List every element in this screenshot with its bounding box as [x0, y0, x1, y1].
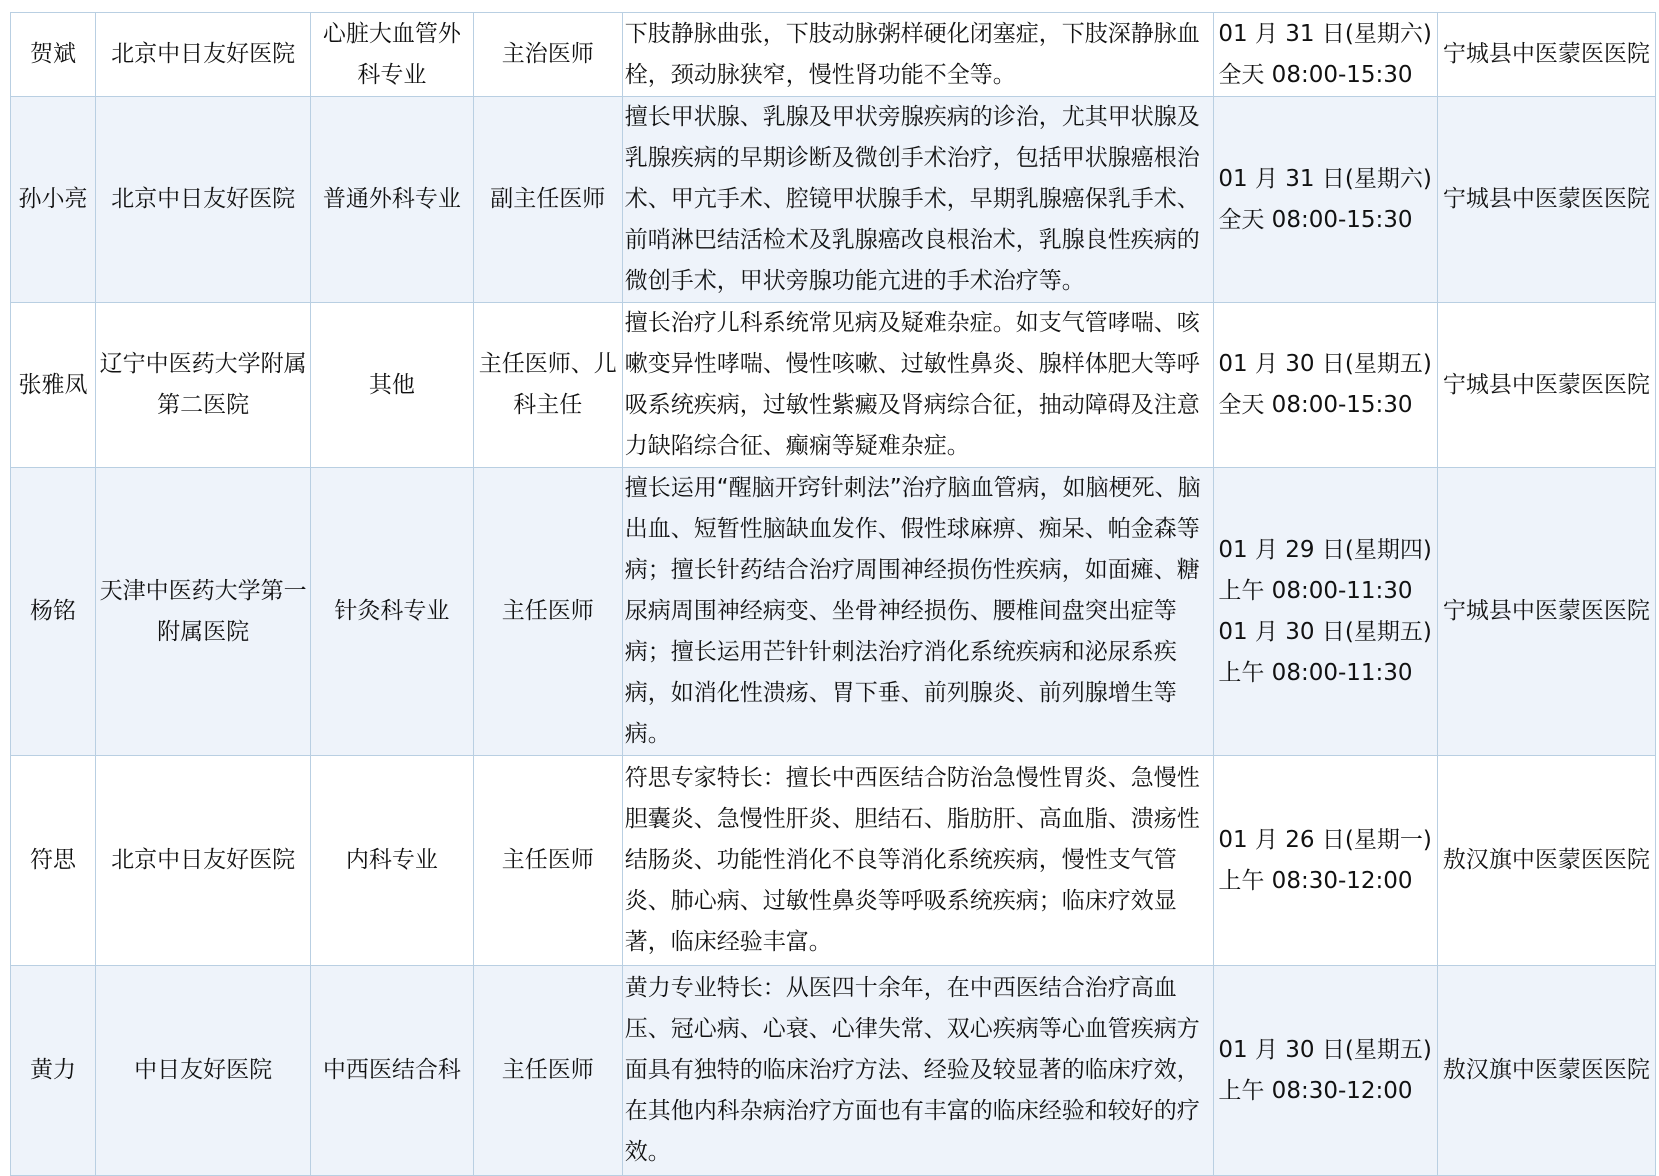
clinic-schedule: 01 月 31 日(星期六) 全天 08:00-15:30	[1214, 97, 1437, 303]
hospital: 北京中日友好医院	[96, 13, 311, 97]
job-title: 主任医师	[473, 966, 622, 1176]
clinic-location: 宁城县中医蒙医医院	[1437, 303, 1655, 468]
specialty: 内科专业	[311, 756, 474, 966]
expert-schedule-sheet	[10, 12, 1656, 1176]
specialty: 普通外科专业	[311, 97, 474, 303]
specialty: 其他	[311, 303, 474, 468]
doctor-name: 孙小亮	[11, 97, 96, 303]
clinic-schedule: 01 月 31 日(星期六) 全天 08:00-15:30	[1214, 13, 1437, 97]
table-row	[11, 97, 1656, 303]
clinic-schedule: 01 月 30 日(星期五) 全天 08:00-15:30	[1214, 303, 1437, 468]
hospital: 辽宁中医药大学附属第二医院	[96, 303, 311, 468]
job-title: 主治医师	[473, 13, 622, 97]
clinic-location: 宁城县中医蒙医医院	[1437, 468, 1655, 756]
job-title: 主任医师	[473, 468, 622, 756]
clinic-location: 宁城县中医蒙医医院	[1437, 97, 1655, 303]
clinic-location: 宁城县中医蒙医医院	[1437, 13, 1655, 97]
job-title: 主任医师	[473, 756, 622, 966]
specialty: 心脏大血管外科专业	[311, 13, 474, 97]
hospital: 天津中医药大学第一附属医院	[96, 468, 311, 756]
expertise: 擅长甲状腺、乳腺及甲状旁腺疾病的诊治，尤其甲状腺及乳腺疾病的早期诊断及微创手术治疗，包括甲状腺癌根治术、甲亢手术、腔镜甲状腺手术，早期乳腺癌保乳手术、前哨淋巴结活检术及乳腺癌改良根治术，乳腺良性疾病的微创手术，甲状旁腺功能亢进的手术治疗等。	[622, 97, 1214, 303]
clinic-location: 敖汉旗中医蒙医医院	[1437, 966, 1655, 1176]
doctor-name: 符思	[11, 756, 96, 966]
expertise: 符思专家特长：擅长中西医结合防治急慢性胃炎、急慢性胆囊炎、急慢性肝炎、胆结石、脂肪肝、高血脂、溃疡性结肠炎、功能性消化不良等消化系统疾病，慢性支气管炎、肺心病、过敏性鼻炎等呼吸系统疾病；临床疗效显著，临床经验丰富。	[622, 756, 1214, 966]
doctor-name: 杨铭	[11, 468, 96, 756]
doctor-name: 贺斌	[11, 13, 96, 97]
job-title: 主任医师、儿科主任	[473, 303, 622, 468]
table-row	[11, 756, 1656, 966]
table-row	[11, 13, 1656, 97]
hospital: 北京中日友好医院	[96, 756, 311, 966]
expert-schedule-table	[10, 12, 1656, 1176]
job-title: 副主任医师	[473, 97, 622, 303]
clinic-schedule: 01 月 29 日(星期四) 上午 08:00-11:30 01 月 30 日(星期五) 上午 08:00-11:30	[1214, 468, 1437, 756]
clinic-schedule: 01 月 26 日(星期一) 上午 08:30-12:00	[1214, 756, 1437, 966]
doctor-name: 黄力	[11, 966, 96, 1176]
specialty: 中西医结合科	[311, 966, 474, 1176]
expertise: 擅长运用“醒脑开窍针刺法”治疗脑血管病，如脑梗死、脑出血、短暂性脑缺血发作、假性球麻痹、痴呆、帕金森等病；擅长针药结合治疗周围神经损伤性疾病，如面瘫、糖尿病周围神经病变、坐骨神经损伤、腰椎间盘突出症等病；擅长运用芒针针刺法治疗消化系统疾病和泌尿系疾病，如消化性溃疡、胃下垂、前列腺炎、前列腺增生等病。	[622, 468, 1214, 756]
table-row	[11, 303, 1656, 468]
table-row	[11, 966, 1656, 1176]
hospital: 中日友好医院	[96, 966, 311, 1176]
hospital: 北京中日友好医院	[96, 97, 311, 303]
expertise: 擅长治疗儿科系统常见病及疑难杂症。如支气管哮喘、咳嗽变异性哮喘、慢性咳嗽、过敏性鼻炎、腺样体肥大等呼吸系统疾病，过敏性紫癜及肾病综合征，抽动障碍及注意力缺陷综合征、癫痫等疑难杂症。	[622, 303, 1214, 468]
specialty: 针灸科专业	[311, 468, 474, 756]
doctor-name: 张雅凤	[11, 303, 96, 468]
expertise: 下肢静脉曲张，下肢动脉粥样硬化闭塞症，下肢深静脉血栓，颈动脉狭窄，慢性肾功能不全等。	[622, 13, 1214, 97]
clinic-location: 敖汉旗中医蒙医医院	[1437, 756, 1655, 966]
table-row	[11, 468, 1656, 756]
clinic-schedule: 01 月 30 日(星期五) 上午 08:30-12:00	[1214, 966, 1437, 1176]
expertise: 黄力专业特长：从医四十余年，在中西医结合治疗高血压、冠心病、心衰、心律失常、双心疾病等心血管疾病方面具有独特的临床治疗方法、经验及较显著的临床疗效，在其他内科杂病治疗方面也有丰富的临床经验和较好的疗效。	[622, 966, 1214, 1176]
